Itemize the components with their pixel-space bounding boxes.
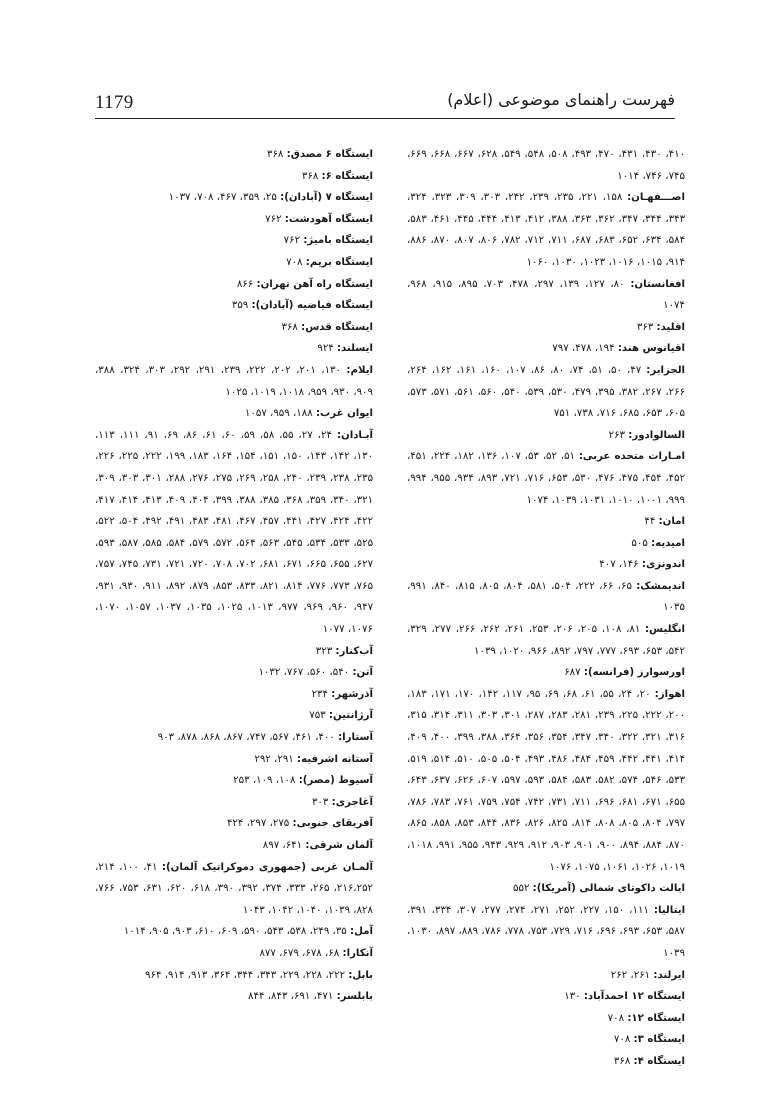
index-entry [95,921,373,943]
index-column-left [95,144,373,1008]
index-entry-term: آذرشهر: [331,688,373,700]
index-entry [95,317,373,339]
index-entry-pages: ۲۰، ۲۴، ۵۵، ۶۱، ۶۸، ۶۹، ۹۵، ۱۱۷، ۱۴۲، ۱۷۰، ۱۷۱، ۱۸۳، ۲۰۰، ۲۲۲، ۲۲۵، ۲۳۹، ۲۸۱، ۲۸۳، ۲۸۷، ۳۰۱، ۳۰۳، ۳۱۱، ۳۱۴، ۳۱۵، ۳۱۶، ۳۲۱، ۳۲۲، ۳۴۰، ۳۴۷، ۳۵۴، ۳۵۶، ۳۶۴، ۳۸۸، ۳۹۹، ۴۰۰، ۴۰۹، ۴۱۴، ۴۴۱، ۴۴۲، ۴۵۹، ۴۸۴، ۴۸۶، ۴۹۳، ۵۰۴، ۵۰۵، ۵۱۰، ۵۱۴، ۵۱۹، ۵۳۳، ۵۴۶، ۵۷۴، ۵۸۲، ۵۸۳، ۵۸۴، ۵۹۳، ۵۹۷، ۶۰۷، ۶۲۶، ۶۳۷، ۶۴۳، ۶۵۵، ۶۷۱، ۶۸۱، ۶۹۶، ۷۱۱، ۷۳۱، ۷۴۲، ۷۵۴، ۷۵۹، ۷۶۱، ۷۸۳، ۷۸۶، ۷۹۷، ۸۰۴، ۸۰۵، ۸۰۸، ۸۱۴، ۸۲۵، ۸۲۶، ۸۳۶، ۸۴۴، ۸۵۳، ۸۵۸، ۸۶۵، ۸۷۰، ۸۸۴، ۸۹۴، ۹۰۰، ۹۰۱، ۹۰۳، ۹۱۲، ۹۲۹، ۹۴۳، ۹۵۵، ۹۹۱، ۱۰۱۸، ۱۰۱۹، ۱۰۲۶، ۱۰۶۱، ۱۰۷۵، ۱۰۷۶ [407,688,686,873]
index-entry-term: ایلام: [346,364,374,376]
index-entry-term: اقلید: [656,321,685,333]
index-entry [95,857,373,922]
index-entry-pages: ۲۳۴ [311,688,328,700]
index-entry [95,295,373,317]
index-entry [95,425,373,641]
index-entry-pages: ۶۵، ۶۶، ۲۲۲، ۵۰۴، ۵۸۱، ۸۰۴، ۸۰۵، ۸۱۵، ۸۴۰، ۹۹۱، ۱۰۳۵ [407,580,685,614]
index-entry-pages: ۱۹۴، ۴۷۸، ۷۹۷ [552,343,615,355]
index-entry-pages: ۱۱۱، ۱۵۰، ۲۲۷، ۲۵۲، ۲۷۱، ۲۷۴، ۲۷۷، ۳۰۷، ۳۳۴، ۳۹۱، ۵۸۷، ۶۵۳، ۶۹۳، ۶۹۶، ۷۱۶، ۷۲۹، ۷۵۳، ۷۷۸، ۷۸۶، ۸۸۹، ۸۹۷، ۱۰۳۰، ۱۰۳۹ [407,904,686,959]
index-entry-term: امان: [658,516,685,528]
index-entry [95,252,373,274]
index-entry-pages: ۴۱۰، ۴۳۰، ۴۳۱، ۴۷۰، ۴۹۳، ۵۰۸، ۵۴۸، ۵۴۹، ۶۲۸، ۶۶۷، ۶۶۸، ۶۶۹، ۷۴۵، ۷۴۶، ۱۰۱۴ [407,149,686,182]
index-entry-pages: ۲۵، ۳۵۹، ۴۶۷، ۷۰۸، ۱۰۳۷ [168,192,277,204]
index-entry [95,274,373,296]
index-entry [407,425,685,447]
index-entry-term: ایالت داکوتای شمالی (آمریکا): [532,883,685,895]
index-entry-pages: ۷۶۲ [265,213,282,225]
index-entry-pages: ۲۶۳ [608,429,626,441]
index-entry-term: ایرلند: [653,969,685,981]
index-entry-pages: ۷۰۸ [607,1012,625,1024]
index-entry-term: آسیوط (مصر): [298,775,373,787]
index-entry-term: اقیانوس هند: [617,343,685,355]
index-entry [407,554,685,576]
index-entry-term: بابل: [348,969,373,981]
index-entry [95,813,373,835]
index-entry-term: ایتالیا: [653,904,686,916]
index-entry-term: آغاجری: [331,796,373,808]
index-entry-term: اندیمشک: [636,580,685,592]
index-entry-term: امیدیه: [651,537,685,549]
index-entry-term: ایستگاه آهودشت: [284,213,373,225]
index-entry-pages: ۱۵۸، ۲۲۱، ۲۳۵، ۲۳۹، ۲۴۲، ۳۰۳، ۳۰۹، ۳۲۳، ۳۲۴، ۳۴۳، ۳۴۴، ۳۴۷، ۳۶۲، ۳۶۳، ۳۸۸، ۴۱۲، ۴۱۳، ۴۴۴، ۴۴۵، ۴۶۱، ۵۸۳، ۵۸۴، ۶۳۴، ۶۵۲، ۶۸۳، ۶۸۷، ۷۱۱، ۷۱۲، ۷۸۲، ۸۰۶، ۸۰۷، ۸۷۰، ۸۸۶، ۹۱۴، ۱۰۱۵، ۱۰۱۶، ۱۰۲۳، ۱۰۳۰، ۱۰۶۰ [407,192,686,268]
index-entry [95,144,373,166]
index-entry [407,965,685,987]
index-entry-pages: ۳۰۳ [311,796,329,808]
index-entry [95,986,373,1008]
index-entry-pages: ۲۷۵، ۲۹۷، ۴۲۴ [226,818,290,830]
index-entry-term: ایستگاه ۷ (آبادان): [280,192,373,204]
index-entry-pages: ۲۴، ۲۷، ۵۵، ۵۸، ۵۹، ۶۰، ۶۱، ۸۶، ۶۹، ۹۱، ۱۱۱، ۱۱۳، ۱۳۰، ۱۴۲، ۱۴۳، ۱۵۰، ۱۵۱، ۱۵۴، ۱۶۴، ۱۸۳، ۱۹۹، ۲۲۲، ۲۲۵، ۲۲۶، ۲۳۵، ۲۳۸، ۲۳۹، ۲۴۰، ۲۵۸، ۲۶۹، ۲۷۵، ۲۷۶، ۲۸۸، ۳۰۱، ۳۰۳، ۳۰۹، ۳۲۱، ۳۴۰، ۳۵۹، ۳۶۸، ۳۸۵، ۳۸۸، ۳۹۹، ۴۰۴، ۴۰۹، ۴۱۳، ۴۱۴، ۴۱۷، ۴۲۲، ۴۲۴، ۴۲۷، ۴۴۱، ۴۵۷، ۴۶۷، ۴۸۱، ۴۸۳، ۴۹۱، ۴۹۲، ۵۰۴، ۵۲۲، ۵۲۵، ۵۳۳، ۵۳۴، ۵۴۵، ۵۶۳، ۵۶۴، ۵۷۲، ۵۷۹، ۵۸۴، ۵۸۵، ۵۸۷، ۵۹۳، ۶۲۷، ۶۵۵، ۶۶۵، ۶۷۱، ۶۸۱، ۷۰۲، ۷۰۸، ۷۲۰، ۷۲۱، ۷۳۱، ۷۴۵، ۷۵۷، ۷۶۵، ۷۷۳، ۷۷۶، ۸۱۴، ۸۲۱، ۸۳۳، ۸۵۳، ۸۷۹، ۸۹۲، ۹۱۱، ۹۳۰، ۹۳۱، ۹۴۷، ۹۶۰، ۹۶۹، ۹۷۷، ۱۰۱۳، ۱۰۲۵، ۱۰۳۵، ۱۰۳۷، ۱۰۵۷، ۱۰۷۰، ۱۰۷۶، ۱۰۷۷ [95,429,374,636]
index-entry-term: امـارات متحده عربی: [578,451,686,463]
index-entry-pages: ۱۳۰، ۲۰۱، ۲۰۲، ۲۲۲، ۲۳۹، ۲۹۱، ۲۹۲، ۳۰۳، ۳۲۴، ۳۸۸، ۹۰۹، ۹۳۰، ۹۵۹، ۱۰۱۸، ۱۰۱۹، ۱۰۲۵ [95,364,373,398]
running-title: فهرست راهنمای موضوعی (اعلام) [447,90,675,109]
index-entry [95,770,373,792]
index-entry-term: آرژانتین: [328,710,373,722]
index-entry-term: ایستگاه ۶: [321,170,373,182]
index-entry [407,1051,685,1073]
index-entry [95,749,373,771]
index-entry-pages: ۲۲۲، ۲۲۸، ۲۲۹، ۳۴۳، ۳۴۴، ۳۶۴، ۹۱۳، ۹۱۴، ۹۶۴ [145,969,346,981]
index-entry-term: ایوان غرب: [315,408,373,420]
index-entry-pages: ۱۳۰ [564,991,581,1003]
index-entry [407,576,685,619]
index-entry-term: ایستگاه ۱۲: [627,1012,685,1024]
index-entry-term: ایستگاه ۶ مصدق: [286,149,373,160]
index-entry-pages: ۱۴۶، ۴۰۷ [599,559,639,571]
index-entry-pages: ۶۸، ۶۷۸، ۶۷۹، ۸۷۷ [259,947,340,959]
index-entry-term: السالوادور: [628,429,685,441]
index-entry [407,533,685,555]
index-entry-pages: ۳۶۸ [613,1055,631,1067]
index-entry-pages: ۶۴۱، ۸۹۷ [262,840,303,851]
index-entry [95,705,373,727]
index-entry-pages: ۳۶۸ [266,149,284,160]
index-entry [95,360,373,403]
index-entry-pages: ۵۵۲ [513,883,530,895]
index-entry-term: آبـادان: [336,429,374,441]
index-entry [95,835,373,857]
index-entry-term: آمل: [350,926,373,938]
index-entry-pages: ۵۴۰، ۵۶۰، ۷۶۷، ۱۰۳۲ [258,667,350,679]
index-entry [407,360,685,425]
index-entry [95,727,373,749]
index-entry-pages: ۷۶۲ [283,235,301,247]
index-entry [95,166,373,188]
index-entry-pages: ۵۱، ۵۲، ۵۳، ۱۰۷، ۱۳۶، ۱۸۲، ۲۲۴، ۴۵۱، ۴۵۲، ۴۵۴، ۴۷۵، ۴۷۶، ۵۳۰، ۶۵۳، ۷۱۶، ۷۲۱، ۸۹۳، ۹۳۴، ۹۵۵، ۹۹۴، ۹۹۹، ۱۰۰۱، ۱۰۱۰، ۱۰۳۱، ۱۰۳۹، ۱۰۷۴ [407,451,686,506]
index-entry [407,187,685,273]
index-entry-term: ایسلند: [337,343,373,355]
index-entry-pages: ۷۰۸ [613,1034,631,1046]
index-entry-term: آلمان شرقی: [305,840,373,851]
index-entry [407,878,685,900]
index-entry-pages: ۴۱، ۱۰۰، ۲۱۴، ۲۱۶،۲۵۲، ۲۶۵، ۳۳۳، ۳۷۴، ۳۹۲، ۳۹۰، ۶۱۸، ۶۲۰، ۶۳۱، ۷۵۳، ۷۶۶، ۸۲۸، ۱۰۳۹، ۱۰۴۰، ۱۰۴۲، ۱۰۴۳ [95,861,374,916]
page-number: 1179 [95,92,134,113]
index-entry-pages: ۳۶۳ [636,321,654,333]
index-entry-term: آستانه اشرفیه: [297,753,373,765]
index-entry [407,511,685,533]
index-entry-pages: ۹۲۴ [317,343,334,355]
index-entry-term: بابلسر: [336,991,373,1003]
index-entry [95,792,373,814]
index-entry-term: اصـــفهـان: [627,192,686,204]
index-entry-term: اهواز: [654,688,686,700]
index-entry-pages: ۱۸۸، ۹۵۹، ۱۰۵۷ [244,408,313,420]
index-entry [407,684,685,878]
index-entry-pages: ۴۰۰، ۴۶۱، ۵۶۷، ۷۴۷، ۸۶۷، ۸۶۸، ۸۷۸، ۹۰۳ [157,732,335,744]
index-entry-pages: ۵۰۵ [631,537,648,549]
index-entry [95,338,373,360]
index-entry-term: انگلیس: [644,624,686,636]
index-entry [407,619,685,662]
index-entry [95,187,373,209]
index-entry [95,403,373,425]
index-entry-pages: ۲۶۱، ۲۶۲ [610,969,651,981]
index-entry-term: افغانستان: [630,278,686,290]
index-entry-pages: ۶۸۷ [564,667,581,679]
index-entry-pages: ۱۰۸، ۱۰۹، ۲۵۳ [233,775,296,787]
index-entry [95,965,373,987]
index-entry-pages: ۷۵۳ [309,710,326,722]
index-entry-term: ایستگاه ۴: [633,1055,685,1067]
index-entry-pages: ۳۲۳ [315,645,333,657]
index-entry-pages: ۸۶۶ [236,278,254,290]
index-entry-term: ایستگاه بریم: [305,256,373,268]
index-entry [407,1008,685,1030]
index-entry-pages: ۴۴ [644,516,656,528]
index-entry-term: ایستگاه راه آهن تهران: [256,278,373,290]
index-entry-pages: ۳۶۸ [301,170,319,182]
index-entry [407,900,685,965]
index-entry [407,317,685,339]
index-entry-term: ایستگاه بامیژ: [303,235,373,247]
index-entry-pages: ۸۰، ۱۲۷، ۱۳۹، ۲۹۷، ۴۷۸، ۷۰۳، ۸۹۵، ۹۱۵، ۹۶۸، ۱۰۷۴ [407,278,685,312]
index-entry [407,338,685,360]
index-entry-pages: ۳۵۹ [231,300,249,312]
index-entry-term: ایستگاه قدس: [301,321,373,333]
index-entry [95,662,373,684]
index-entry [95,230,373,252]
index-entry-term: الجزایر: [646,364,686,376]
index-entry-pages: ۷۰۸ [286,256,303,268]
index-entry-term: اندونزی: [641,559,685,571]
index-entry-pages: ۴۷، ۵۰، ۵۱، ۷۴، ۸۰، ۸۶، ۱۰۷، ۱۶۰، ۱۶۱، ۱۶۲، ۲۶۴، ۲۶۶، ۲۶۷، ۳۸۲، ۳۹۵، ۴۷۹، ۵۳۰، ۵۳۹، ۵۴۰، ۵۶۰، ۵۶۱، ۵۷۱، ۵۷۳، ۶۰۵، ۶۵۳، ۶۸۵، ۷۱۶، ۷۳۸، ۷۵۱ [407,364,686,420]
index-entry-pages: ۳۵، ۲۴۹، ۵۳۸، ۵۴۳، ۵۹۰، ۶۰۹، ۶۱۰، ۹۰۳، ۹۰۵، ۱۰۱۴ [123,926,347,938]
index-entry-term: آستارا: [338,732,373,744]
index-entry-term: ایستگاه ۳: [633,1034,685,1046]
index-entry [407,274,685,317]
index-entry-term: ایستگاه ۱۲ احمدآباد: [583,991,685,1003]
index-entry-term: ایستگاه فیاضیه (آبادان): [251,300,373,312]
index-entry-pages: ۴۷۱، ۶۹۱، ۸۴۳، ۸۴۴ [248,991,334,1003]
page-header [95,88,675,119]
index-column-right [407,144,685,1073]
index-entry [407,144,685,187]
index-entry-term: آب‌کنار: [335,645,373,657]
index-entry [95,641,373,663]
index-entry [407,446,685,511]
index-entry-term: آنکارا: [342,947,373,959]
index-entry-pages: ۸۱، ۱۰۸، ۲۰۵، ۲۰۶، ۲۵۳، ۲۶۱، ۲۶۲، ۲۶۶، ۲۷۷، ۳۲۹، ۵۴۲، ۶۵۳، ۶۹۳، ۷۷۷، ۷۹۷، ۸۹۲، ۹۶۶، ۱۰۲۰، ۱۰۳۹ [407,624,685,657]
index-entry [407,662,685,684]
index-entry [407,1029,685,1051]
index-entry [95,684,373,706]
index-entry-pages: ۲۹۱، ۲۹۲ [254,753,294,765]
index-entry-term: اورسوارز (فرانسه): [583,667,685,679]
index-entry [95,209,373,231]
index-entry-term: آلمـان غربی (جمهوری دموکراتیک آلمان): [161,861,373,873]
index-entry [407,986,685,1008]
index-entry [95,943,373,965]
index-entry-term: آتن: [352,667,373,679]
index-entry-pages: ۳۶۸ [281,321,298,333]
index-entry-term: آفریقای جنوبی: [292,818,373,830]
